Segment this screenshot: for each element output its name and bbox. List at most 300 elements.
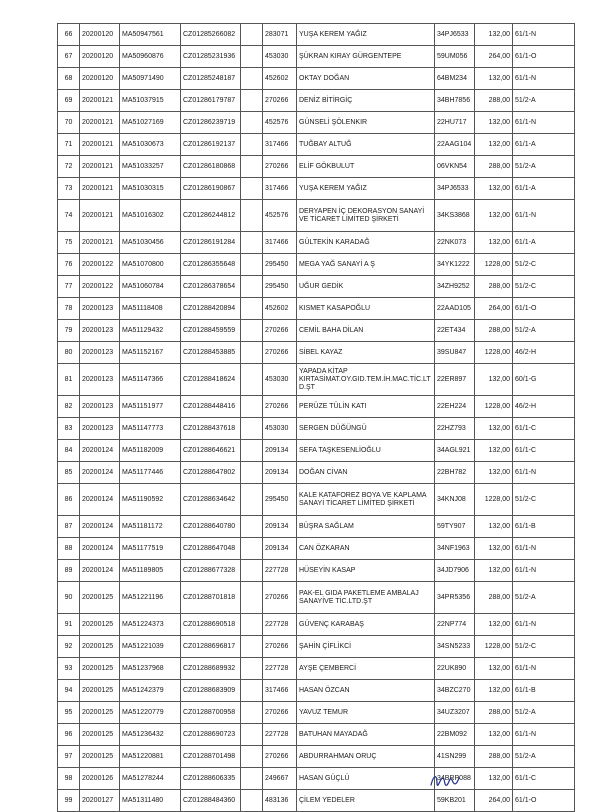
name-cell: YUŞA KEREM YAĞIZ — [297, 178, 435, 200]
plate-cell: 34BZC270 — [435, 680, 475, 702]
plate-cell: 34JD7906 — [435, 560, 475, 582]
table-row — [58, 790, 575, 812]
document-number-cell: MA51118408 — [120, 298, 181, 320]
plate-cell: 34KNJ08 — [435, 484, 475, 516]
table-row — [58, 462, 575, 484]
extra-cell — [241, 156, 263, 178]
date-cell: 20200121 — [80, 156, 120, 178]
document-number-cell: MA51236432 — [120, 724, 181, 746]
date-cell: 20200125 — [80, 582, 120, 614]
date-cell: 20200124 — [80, 462, 120, 484]
plate-cell: 59KB201 — [435, 790, 475, 812]
name-cell: YUŞA KEREM YAĞIZ — [297, 24, 435, 46]
amount-cell: 132,00 — [475, 232, 513, 254]
row-number-cell: 90 — [58, 582, 80, 614]
amount-cell: 1228,00 — [475, 254, 513, 276]
document-number-cell: MA51190592 — [120, 484, 181, 516]
amount-cell: 132,00 — [475, 560, 513, 582]
code-cell: CZ01288701818 — [181, 582, 241, 614]
row-number-cell: 95 — [58, 702, 80, 724]
extra-cell — [241, 298, 263, 320]
extra-cell — [241, 440, 263, 462]
row-number-cell: 79 — [58, 320, 80, 342]
extra-cell — [241, 24, 263, 46]
group-cell: 61/1-A — [513, 178, 575, 200]
document-number-cell: MA51182009 — [120, 440, 181, 462]
customer-number-cell: 452576 — [263, 200, 297, 232]
table-row — [58, 516, 575, 538]
group-cell: 61/1-N — [513, 462, 575, 484]
table-row — [58, 112, 575, 134]
code-cell: CZ01286378654 — [181, 276, 241, 298]
group-cell: 51/2-A — [513, 702, 575, 724]
customer-number-cell: 453030 — [263, 418, 297, 440]
group-cell: 61/1-N — [513, 724, 575, 746]
extra-cell — [241, 790, 263, 812]
group-cell: 51/2-C — [513, 484, 575, 516]
group-cell: 61/1-N — [513, 200, 575, 232]
document-number-cell: MA51278244 — [120, 768, 181, 790]
amount-cell: 288,00 — [475, 276, 513, 298]
document-number-cell: MA51152167 — [120, 342, 181, 364]
amount-cell: 1228,00 — [475, 484, 513, 516]
amount-cell: 132,00 — [475, 112, 513, 134]
date-cell: 20200125 — [80, 614, 120, 636]
date-cell: 20200124 — [80, 538, 120, 560]
customer-number-cell: 270266 — [263, 90, 297, 112]
document-number-cell: MA51147366 — [120, 364, 181, 396]
extra-cell — [241, 396, 263, 418]
table-row — [58, 200, 575, 232]
table-row — [58, 440, 575, 462]
extra-cell — [241, 768, 263, 790]
plate-cell: 59UM056 — [435, 46, 475, 68]
document-number-cell: MA50971490 — [120, 68, 181, 90]
document-number-cell: MA51033257 — [120, 156, 181, 178]
code-cell: CZ01285248187 — [181, 68, 241, 90]
name-cell: GÜNSELİ ŞÖLENKIR — [297, 112, 435, 134]
plate-cell: 22BM092 — [435, 724, 475, 746]
plate-cell: 34AGL921 — [435, 440, 475, 462]
extra-cell — [241, 178, 263, 200]
document-number-cell: MA51060784 — [120, 276, 181, 298]
extra-cell — [241, 68, 263, 90]
customer-number-cell: 270266 — [263, 636, 297, 658]
extra-cell — [241, 636, 263, 658]
row-number-cell: 86 — [58, 484, 80, 516]
code-cell: CZ01288437618 — [181, 418, 241, 440]
amount-cell: 132,00 — [475, 538, 513, 560]
customer-number-cell: 227728 — [263, 560, 297, 582]
name-cell: CAN ÖZKARAN — [297, 538, 435, 560]
row-number-cell: 73 — [58, 178, 80, 200]
row-number-cell: 71 — [58, 134, 80, 156]
customer-number-cell: 483136 — [263, 790, 297, 812]
group-cell: 51/2-C — [513, 276, 575, 298]
date-cell: 20200125 — [80, 724, 120, 746]
customer-number-cell: 452602 — [263, 68, 297, 90]
document-number-cell: MA51242379 — [120, 680, 181, 702]
table-row — [58, 24, 575, 46]
date-cell: 20200121 — [80, 232, 120, 254]
code-cell: CZ01286179787 — [181, 90, 241, 112]
customer-number-cell: 209134 — [263, 440, 297, 462]
amount-cell: 132,00 — [475, 724, 513, 746]
name-cell: GÜLTEKİN KARADAĞ — [297, 232, 435, 254]
date-cell: 20200120 — [80, 46, 120, 68]
group-cell: 61/1-N — [513, 538, 575, 560]
amount-cell: 132,00 — [475, 68, 513, 90]
group-cell: 61/1-O — [513, 298, 575, 320]
extra-cell — [241, 746, 263, 768]
extra-cell — [241, 364, 263, 396]
customer-number-cell: 270266 — [263, 342, 297, 364]
date-cell: 20200125 — [80, 746, 120, 768]
document-number-cell: MA50947561 — [120, 24, 181, 46]
extra-cell — [241, 680, 263, 702]
amount-cell: 288,00 — [475, 582, 513, 614]
row-number-cell: 81 — [58, 364, 80, 396]
name-cell: HASAN ÖZCAN — [297, 680, 435, 702]
row-number-cell: 67 — [58, 46, 80, 68]
document-number-cell: MA51221039 — [120, 636, 181, 658]
code-cell: CZ01288459559 — [181, 320, 241, 342]
document-number-cell: MA51070800 — [120, 254, 181, 276]
table-row — [58, 658, 575, 680]
plate-cell: 34YK1222 — [435, 254, 475, 276]
table-row — [58, 680, 575, 702]
document-number-cell: MA51220881 — [120, 746, 181, 768]
name-cell: DENİZ BİTİRGİÇ — [297, 90, 435, 112]
name-cell: MEGA YAĞ SANAYİ A Ş — [297, 254, 435, 276]
document-number-cell: MA51189805 — [120, 560, 181, 582]
extra-cell — [241, 276, 263, 298]
table-row — [58, 68, 575, 90]
group-cell: 51/2-C — [513, 254, 575, 276]
group-cell: 61/1-B — [513, 516, 575, 538]
amount-cell: 288,00 — [475, 746, 513, 768]
plate-cell: 34ZH9252 — [435, 276, 475, 298]
plate-cell: 06VKN54 — [435, 156, 475, 178]
table-row — [58, 320, 575, 342]
date-cell: 20200125 — [80, 680, 120, 702]
table-row — [58, 178, 575, 200]
plate-cell: 34PR5356 — [435, 582, 475, 614]
name-cell: SERGEN DÜĞÜNGÜ — [297, 418, 435, 440]
name-cell: UĞUR GEDİK — [297, 276, 435, 298]
date-cell: 20200121 — [80, 134, 120, 156]
amount-cell: 132,00 — [475, 440, 513, 462]
amount-cell: 288,00 — [475, 90, 513, 112]
code-cell: CZ01286180868 — [181, 156, 241, 178]
group-cell: 61/1-N — [513, 614, 575, 636]
table-row — [58, 364, 575, 396]
table-row — [58, 560, 575, 582]
group-cell: 51/2-A — [513, 90, 575, 112]
plate-cell: 22HZ793 — [435, 418, 475, 440]
amount-cell: 132,00 — [475, 178, 513, 200]
amount-cell: 132,00 — [475, 614, 513, 636]
plate-cell: 34BH7856 — [435, 90, 475, 112]
name-cell: KALE KATAFOREZ BOYA VE KAPLAMA SANAYİ TİCARET LİMİTED ŞİRKETİ — [297, 484, 435, 516]
row-number-cell: 89 — [58, 560, 80, 582]
extra-cell — [241, 90, 263, 112]
table-row — [58, 276, 575, 298]
name-cell: ÇİLEM YEDELER — [297, 790, 435, 812]
name-cell: SEFA TAŞKESENLİOĞLU — [297, 440, 435, 462]
row-number-cell: 98 — [58, 768, 80, 790]
amount-cell: 132,00 — [475, 364, 513, 396]
date-cell: 20200123 — [80, 342, 120, 364]
amount-cell: 132,00 — [475, 516, 513, 538]
customer-number-cell: 317466 — [263, 680, 297, 702]
customer-number-cell: 209134 — [263, 538, 297, 560]
table-row — [58, 134, 575, 156]
plate-cell: 34PJ6533 — [435, 24, 475, 46]
name-cell: TUĞBAY ALTUĞ — [297, 134, 435, 156]
plate-cell: 64BM234 — [435, 68, 475, 90]
group-cell: 51/2-A — [513, 156, 575, 178]
code-cell: CZ01286191284 — [181, 232, 241, 254]
extra-cell — [241, 658, 263, 680]
name-cell: YAVUZ TEMUR — [297, 702, 435, 724]
row-number-cell: 84 — [58, 440, 80, 462]
code-cell: CZ01288647802 — [181, 462, 241, 484]
plate-cell: 22BH782 — [435, 462, 475, 484]
customer-number-cell: 227728 — [263, 614, 297, 636]
customer-number-cell: 317466 — [263, 232, 297, 254]
amount-cell: 264,00 — [475, 46, 513, 68]
table-row — [58, 484, 575, 516]
code-cell: CZ01288420894 — [181, 298, 241, 320]
extra-cell — [241, 134, 263, 156]
date-cell: 20200124 — [80, 560, 120, 582]
row-number-cell: 76 — [58, 254, 80, 276]
extra-cell — [241, 46, 263, 68]
extra-cell — [241, 484, 263, 516]
row-number-cell: 80 — [58, 342, 80, 364]
plate-cell: 22ET434 — [435, 320, 475, 342]
plate-cell: 59TY907 — [435, 516, 475, 538]
group-cell: 61/1-N — [513, 24, 575, 46]
group-cell: 61/1-N — [513, 68, 575, 90]
document-number-cell: MA51177519 — [120, 538, 181, 560]
customer-number-cell: 227728 — [263, 658, 297, 680]
row-number-cell: 91 — [58, 614, 80, 636]
code-cell: CZ01288448416 — [181, 396, 241, 418]
customer-number-cell: 295450 — [263, 276, 297, 298]
plate-cell: 34BRP088 — [435, 768, 475, 790]
customer-number-cell: 270266 — [263, 582, 297, 614]
extra-cell — [241, 112, 263, 134]
group-cell: 51/2-A — [513, 746, 575, 768]
date-cell: 20200120 — [80, 68, 120, 90]
plate-cell: 22AAG104 — [435, 134, 475, 156]
document-number-cell: MA51030673 — [120, 134, 181, 156]
extra-cell — [241, 418, 263, 440]
amount-cell: 132,00 — [475, 24, 513, 46]
group-cell: 51/2-A — [513, 582, 575, 614]
plate-cell: 22UK890 — [435, 658, 475, 680]
date-cell: 20200125 — [80, 636, 120, 658]
amount-cell: 132,00 — [475, 658, 513, 680]
date-cell: 20200121 — [80, 200, 120, 232]
document-number-cell: MA51037915 — [120, 90, 181, 112]
group-cell: 60/1-G — [513, 364, 575, 396]
customer-number-cell: 270266 — [263, 320, 297, 342]
code-cell: CZ01288484360 — [181, 790, 241, 812]
name-cell: ŞÜKRAN KIRAY GÜRGENTEPE — [297, 46, 435, 68]
name-cell: DOĞAN CİVAN — [297, 462, 435, 484]
table-row — [58, 396, 575, 418]
table-row — [58, 298, 575, 320]
name-cell: KISMET KASAPOĞLU — [297, 298, 435, 320]
row-number-cell: 87 — [58, 516, 80, 538]
extra-cell — [241, 200, 263, 232]
table-row — [58, 768, 575, 790]
row-number-cell: 93 — [58, 658, 80, 680]
document-number-cell: MA51221196 — [120, 582, 181, 614]
extra-cell — [241, 724, 263, 746]
date-cell: 20200120 — [80, 24, 120, 46]
group-cell: 61/1-N — [513, 112, 575, 134]
customer-number-cell: 227728 — [263, 724, 297, 746]
document-number-cell: MA51129432 — [120, 320, 181, 342]
plate-cell: 41SN299 — [435, 746, 475, 768]
extra-cell — [241, 516, 263, 538]
group-cell: 61/1-N — [513, 560, 575, 582]
code-cell: CZ01288418624 — [181, 364, 241, 396]
row-number-cell: 83 — [58, 418, 80, 440]
date-cell: 20200123 — [80, 364, 120, 396]
amount-cell: 1228,00 — [475, 396, 513, 418]
customer-number-cell: 283071 — [263, 24, 297, 46]
document-number-cell: MA51151977 — [120, 396, 181, 418]
group-cell: 46/2-H — [513, 396, 575, 418]
plate-cell: 22NP774 — [435, 614, 475, 636]
group-cell: 61/1-B — [513, 680, 575, 702]
row-number-cell: 69 — [58, 90, 80, 112]
code-cell: CZ01288647048 — [181, 538, 241, 560]
plate-cell: 22NK073 — [435, 232, 475, 254]
group-cell: 61/1-C — [513, 768, 575, 790]
extra-cell — [241, 342, 263, 364]
date-cell: 20200123 — [80, 298, 120, 320]
group-cell: 61/1-N — [513, 658, 575, 680]
code-cell: CZ01285266082 — [181, 24, 241, 46]
date-cell: 20200122 — [80, 276, 120, 298]
name-cell: CEMİL BAHA DİLAN — [297, 320, 435, 342]
row-number-cell: 75 — [58, 232, 80, 254]
amount-cell: 288,00 — [475, 702, 513, 724]
table-row — [58, 46, 575, 68]
customer-number-cell: 295450 — [263, 484, 297, 516]
date-cell: 20200121 — [80, 112, 120, 134]
name-cell: OKTAY DOĞAN — [297, 68, 435, 90]
date-cell: 20200121 — [80, 90, 120, 112]
date-cell: 20200124 — [80, 440, 120, 462]
code-cell: CZ01288701498 — [181, 746, 241, 768]
name-cell: ŞAHİN ÇİFLİKCİ — [297, 636, 435, 658]
group-cell: 51/2-C — [513, 636, 575, 658]
row-number-cell: 99 — [58, 790, 80, 812]
code-cell: CZ01288640780 — [181, 516, 241, 538]
customer-number-cell: 270266 — [263, 702, 297, 724]
table-row — [58, 746, 575, 768]
code-cell: CZ01286355648 — [181, 254, 241, 276]
date-cell: 20200123 — [80, 320, 120, 342]
code-cell: CZ01288634642 — [181, 484, 241, 516]
extra-cell — [241, 702, 263, 724]
code-cell: CZ01286190867 — [181, 178, 241, 200]
date-cell: 20200123 — [80, 396, 120, 418]
table-row — [58, 636, 575, 658]
records-table — [57, 23, 575, 812]
document-number-cell: MA51016302 — [120, 200, 181, 232]
group-cell: 61/1-O — [513, 46, 575, 68]
amount-cell: 1228,00 — [475, 342, 513, 364]
code-cell: CZ01286239719 — [181, 112, 241, 134]
name-cell: AYŞE ÇEMBERCİ — [297, 658, 435, 680]
code-cell: CZ01288453885 — [181, 342, 241, 364]
name-cell: PAK-EL GIDA PAKETLEME AMBALAJ SANAYİVE TİC.LTD.ŞT — [297, 582, 435, 614]
amount-cell: 288,00 — [475, 156, 513, 178]
extra-cell — [241, 614, 263, 636]
plate-cell: 22ER897 — [435, 364, 475, 396]
document-number-cell: MA50960876 — [120, 46, 181, 68]
plate-cell: 34PJ6533 — [435, 178, 475, 200]
customer-number-cell: 270266 — [263, 746, 297, 768]
document-number-cell: MA51177446 — [120, 462, 181, 484]
row-number-cell: 78 — [58, 298, 80, 320]
group-cell: 61/1-O — [513, 790, 575, 812]
name-cell: DERYAPEN İÇ DEKORASYON SANAYİ VE TİCARET LİMİTED ŞİRKETİ — [297, 200, 435, 232]
row-number-cell: 68 — [58, 68, 80, 90]
plate-cell: 34NF1963 — [435, 538, 475, 560]
plate-cell: 34UZ3207 — [435, 702, 475, 724]
name-cell: PERÜZE TÜLİN KATI — [297, 396, 435, 418]
document-number-cell: MA51027169 — [120, 112, 181, 134]
date-cell: 20200126 — [80, 768, 120, 790]
document-number-cell: MA51147773 — [120, 418, 181, 440]
date-cell: 20200127 — [80, 790, 120, 812]
row-number-cell: 77 — [58, 276, 80, 298]
customer-number-cell: 270266 — [263, 156, 297, 178]
customer-number-cell: 453030 — [263, 46, 297, 68]
name-cell: GÜVENÇ KARABAŞ — [297, 614, 435, 636]
amount-cell: 132,00 — [475, 462, 513, 484]
code-cell: CZ01288690518 — [181, 614, 241, 636]
table-row — [58, 582, 575, 614]
table-row — [58, 724, 575, 746]
name-cell: HASAN GÜÇLÜ — [297, 768, 435, 790]
amount-cell: 132,00 — [475, 680, 513, 702]
plate-cell: 22HU717 — [435, 112, 475, 134]
document-number-cell: MA51030456 — [120, 232, 181, 254]
code-cell: CZ01285231936 — [181, 46, 241, 68]
name-cell: SİBEL KAYAZ — [297, 342, 435, 364]
name-cell: ELİF GÖKBULUT — [297, 156, 435, 178]
date-cell: 20200124 — [80, 484, 120, 516]
document-number-cell: MA51181172 — [120, 516, 181, 538]
amount-cell: 132,00 — [475, 200, 513, 232]
group-cell: 61/1-C — [513, 418, 575, 440]
customer-number-cell: 453030 — [263, 364, 297, 396]
table-row — [58, 702, 575, 724]
row-number-cell: 82 — [58, 396, 80, 418]
plate-cell: 39SU847 — [435, 342, 475, 364]
row-number-cell: 92 — [58, 636, 80, 658]
